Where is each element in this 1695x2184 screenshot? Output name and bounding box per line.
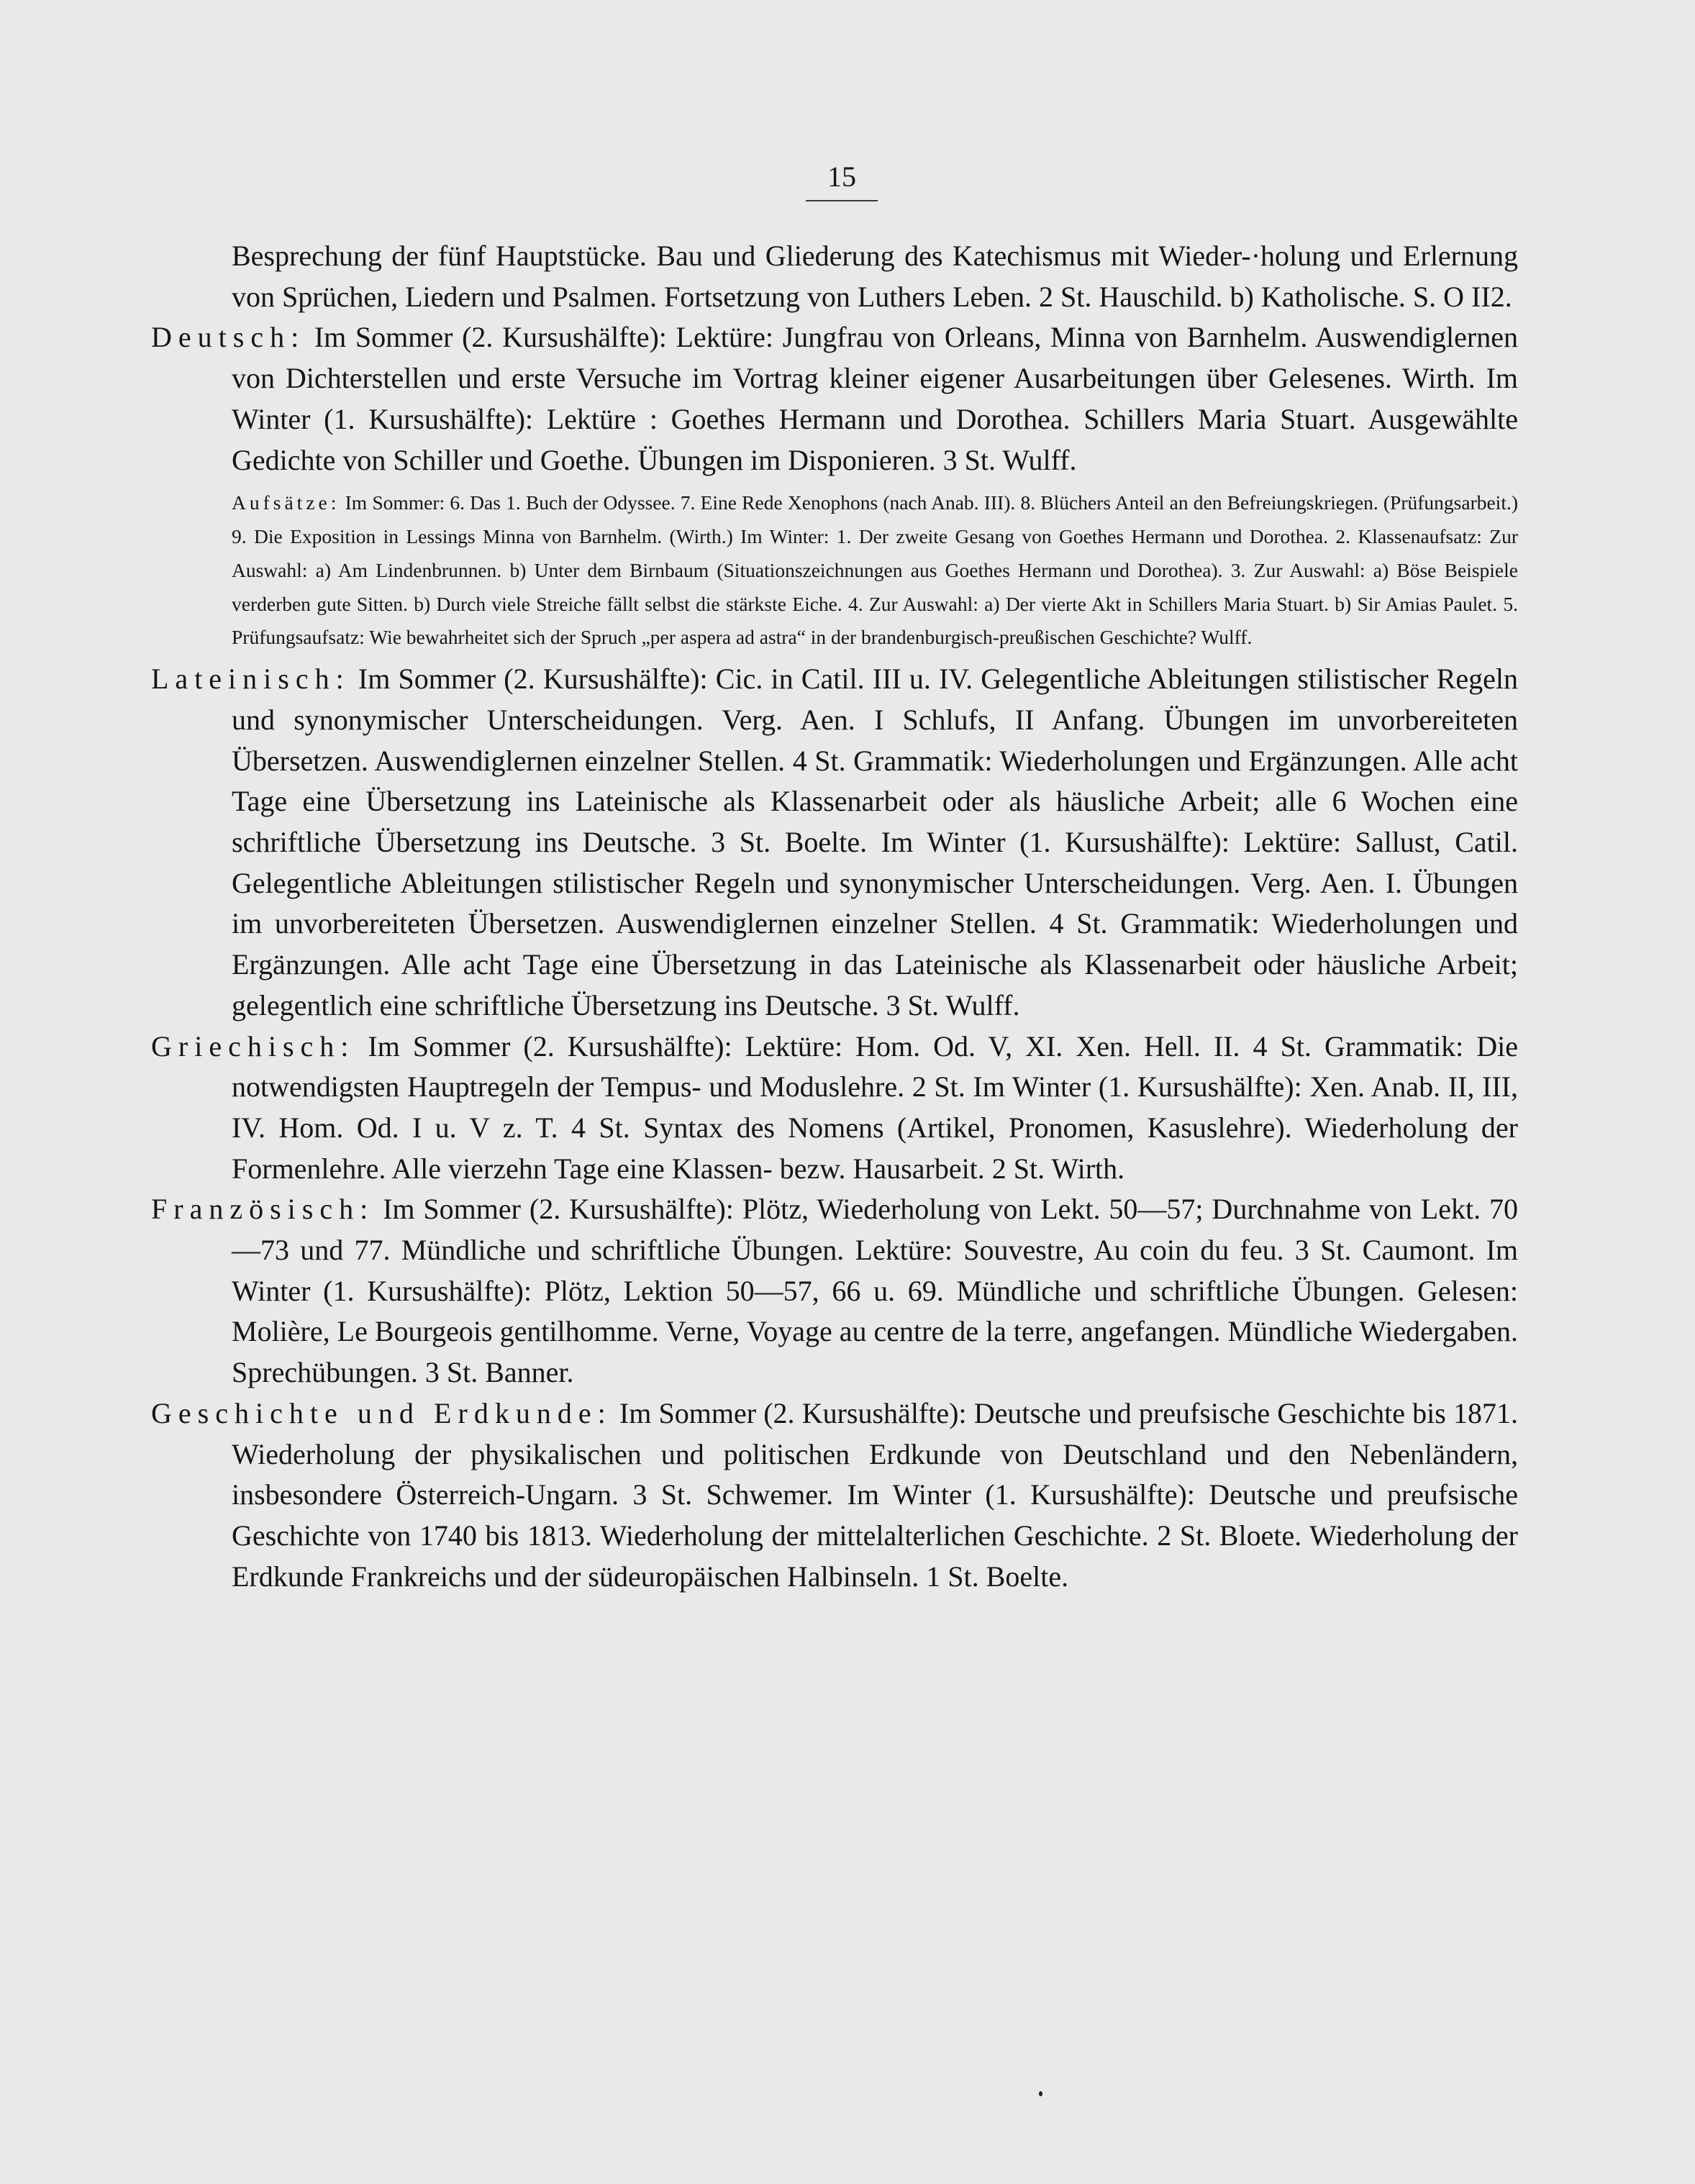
paragraph-text: Im Sommer (2. Kursushälfte): Deutsche und preufsische Geschichte bis 1871. Wiederholung der physikalischen und politischen Erdkunde von Deutschland und den Nebenländern, insbesondere Österreich-Ungarn. 3 St. Schwemer. Im Winter (1. Kursushälfte): Deutsche und preufsische Geschichte von 1740 bis 1813. Wiederholung der mittelalterlichen Geschichte. 2 St. Bloete. Wiederholung der Erdkunde Frankreichs und der südeuropäischen Halbinseln. 1 St. Boelte. (232, 1396, 1518, 1593)
lateinisch-paragraph (151, 659, 1518, 1026)
subject-heading-deutsch: Deutsch: (151, 321, 306, 354)
paragraph-text: Im Sommer (2. Kursushälfte): Lektüre: Hom. Od. V, XI. Xen. Hell. II. 4 St. Grammatik: Die notwendigsten Hauptregeln der Tempus- und Moduslehre. 2 St. Im Winter (1. Kursushälfte): Xen. Anab. II, III, IV. Hom. Od. I u. V z. T. 4 St. Syntax des Nomens (Artikel, Pronomen, Kasuslehre). Wiederholung der Formenlehre. Alle vierzehn Tage eine Klassen- bezw. Hausarbeit. 2 St. Wirth. (232, 1029, 1519, 1185)
subject-heading-geschichte-erdkunde: Geschichte und Erdkunde: (151, 1396, 612, 1429)
geschichte-erdkunde-paragraph (151, 1393, 1518, 1598)
religion-continuation-paragraph (151, 236, 1518, 317)
paragraph-text: Im Sommer: 6. Das 1. Buch der Odyssee. 7. Eine Rede Xenophons (nach Anab. III). 8. Blüchers Anteil an den Befreiungskriegen. (Prüfungsarbeit.) 9. Die Exposition in Lessings Minna von Barnhelm. (Wirth.) Im Winter: 1. Der zweite Gesang von Goethes Hermann und Dorothea. 2. Klassenaufsatz: Zur Auswahl: a) Am Lindenbrunnen. b) Unter dem Birnbaum (Situationszeichnungen aus Goethes Hermann und Dorothea). 3. Zur Auswahl: a) Böse Beispiele verderben gute Sitten. b) Durch viele Streiche fällt selbst die stärkste Eiche. 4. Zur Auswahl: a) Der vierte Akt in Schillers Maria Stuart. b) Sir Amias Paulet. 5. Prüfungsaufsatz: Wie bewahrheitet sich der Spruch „per aspera ad astra“ in der brandenburgisch-preußischen Geschichte? Wulff. (232, 491, 1518, 649)
aufsaetze-paragraph (151, 486, 1518, 655)
body-text (151, 236, 1518, 1597)
page-number-rule (806, 200, 878, 201)
scan-speck (1039, 2091, 1042, 2096)
subject-heading-franzoesisch: Französisch: (151, 1193, 375, 1226)
franzoesisch-paragraph (151, 1189, 1518, 1393)
aufsaetze-label: Aufsätze: (232, 491, 340, 514)
paragraph-text: Im Sommer (2. Kursushälfte): Lektüre: Jungfrau von Orleans, Minna von Barnhelm. Auswendiglernen von Dichterstellen und erste Versuche im Vortrag kleiner eigener Ausarbeitungen über Gelesenes. Wirth. Im Winter (1. Kursushälfte): Lektüre : Goethes Hermann und Dorothea. Schillers Maria Stuart. Ausgewählte Gedichte von Schiller und Goethe. Übungen im Disponieren. 3 St. Wulff. (232, 321, 1519, 476)
page-number: 15 (827, 160, 856, 193)
paragraph-text: Im Sommer (2. Kursushälfte): Plötz, Wiederholung von Lekt. 50—57; Durchnahme von Lekt. 70—73 und 77. Mündliche und schriftliche Übungen. Lektüre: Souvestre, Au coin du feu. 3 St. Caumont. Im Winter (1. Kursushälfte): Plötz, Lektion 50—57, 66 u. 69. Mündliche und schriftliche Übungen. Gelesen: Molière, Le Bourgeois gentilhomme. Verne, Voyage au centre de la terre, angefangen. Mündliche Wiedergaben. Sprechübungen. 3 St. Banner. (232, 1193, 1519, 1389)
subject-heading-lateinisch: Lateinisch: (151, 663, 350, 696)
deutsch-paragraph (151, 317, 1518, 481)
griechisch-paragraph (151, 1027, 1518, 1190)
subject-heading-griechisch: Griechisch: (151, 1029, 355, 1063)
paragraph-text: Besprechung der fünf Hauptstücke. Bau und Gliederung des Katechismus mit Wieder-·holung und Erlernung von Sprüchen, Liedern und Psalmen. Fortsetzung von Luthers Leben. 2 St. Hauschild. b) Katholische. S. O II2. (232, 240, 1518, 313)
paragraph-text: Im Sommer (2. Kursushälfte): Cic. in Catil. III u. IV. Gelegentliche Ableitungen stilistischer Regeln und synonymischer Unterscheidungen. Verg. Aen. I Schlufs, II Anfang. Übungen im unvorbereiteten Übersetzen. Auswendiglernen einzelner Stellen. 4 St. Grammatik: Wiederholungen und Ergänzungen. Alle acht Tage eine Übersetzung ins Lateinische als Klassenarbeit oder als häusliche Arbeit; alle 6 Wochen eine schriftliche Übersetzung ins Deutsche. 3 St. Boelte. Im Winter (1. Kursushälfte): Lektüre: Sallust, Catil. Gelegentliche Ableitungen stilistischer Regeln und synonymischer Unterscheidungen. Verg. Aen. I. Übungen im unvorbereiteten Übersetzen. Auswendiglernen einzelner Stellen. 4 St. Grammatik: Wiederholungen und Ergänzungen. Alle acht Tage eine Übersetzung in das Lateinische als Klassenarbeit oder häusliche Arbeit; gelegentlich eine schriftliche Übersetzung ins Deutsche. 3 St. Wulff. (232, 663, 1519, 1022)
